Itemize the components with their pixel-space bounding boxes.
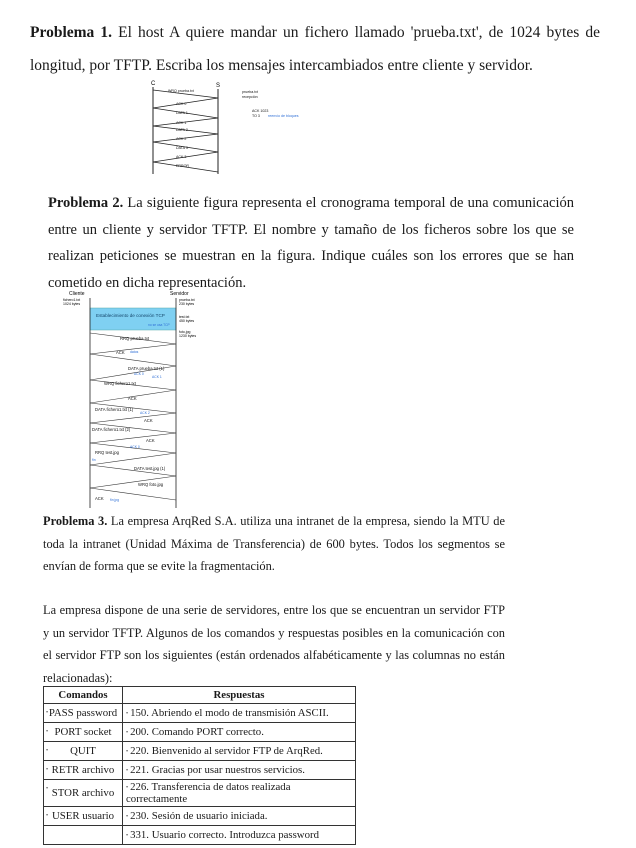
problem1-label: Problema 1. bbox=[30, 24, 113, 41]
fig2-tcp-box-label: Establecimiento de conexión TCP bbox=[96, 313, 165, 318]
fig1-note: prueba.txt bbox=[242, 90, 258, 94]
fig2-msg: DATA test.jpg (1) bbox=[134, 466, 166, 471]
bullet-mark-icon: • bbox=[126, 767, 129, 774]
problem3-paragraph bbox=[43, 510, 505, 578]
fig1-client-label: C bbox=[151, 81, 156, 87]
fig1-note: TO 3 bbox=[252, 114, 260, 118]
table-cell-command: • STOR archivo bbox=[44, 780, 123, 807]
table-cell-response: • 150. Abriendo el modo de transmisión ASCII. bbox=[123, 704, 356, 723]
fig2-msg: ACK bbox=[128, 396, 137, 401]
problem1-paragraph bbox=[30, 16, 600, 82]
fig1-note: recepción bbox=[242, 95, 258, 99]
table-cell-response: • 331. Usuario correcto. Introduzca password bbox=[123, 826, 356, 845]
table-header: Respuestas bbox=[123, 687, 356, 704]
bullet-mark-icon: • bbox=[126, 784, 129, 791]
fig2-msg: WRQ fichero1.txt bbox=[104, 381, 136, 386]
table-cell-response: • 220. Bienvenido al servidor FTP de ArqRed. bbox=[123, 742, 356, 761]
figure1-sequence-diagram bbox=[140, 78, 330, 178]
fig1-server-label: S bbox=[216, 83, 221, 89]
bullet-mark-icon: • bbox=[46, 786, 49, 792]
fig1-msg: ERROR bbox=[176, 164, 189, 168]
table-cell-response: • 226. Transferencia de datos realizada correctamente bbox=[123, 780, 356, 807]
table-header-row bbox=[44, 687, 356, 704]
table-header: Comandos bbox=[44, 687, 123, 704]
fig2-msg: ACK bbox=[146, 438, 155, 443]
fig2-annotation: ACK 2 bbox=[140, 411, 150, 415]
fig2-msg: ACK bbox=[144, 418, 153, 423]
bullet-mark-icon: • bbox=[46, 710, 49, 716]
problem3-label: Problema 3. bbox=[43, 514, 108, 528]
bullet-mark-icon: • bbox=[126, 813, 129, 820]
fig2-msg: RRQ prueba.txt bbox=[120, 336, 150, 341]
fig2-tcp-note: no se usa TCP bbox=[148, 323, 170, 327]
problem2-text: La siguiente figura representa el cronograma temporal de una comunicación entre un cliente y servidor TFTP. El nombre y tamaño de los ficheros sobre los que se realizan peticiones se muestran en la figura. Indique cuáles son los errores que se han cometido en dicha representación. bbox=[48, 195, 575, 291]
table-cell-response: • 230. Sesión de usuario iniciada. bbox=[123, 807, 356, 826]
fig2-msg: ACK bbox=[95, 496, 104, 501]
table-row bbox=[44, 807, 356, 826]
problem2-paragraph bbox=[48, 190, 574, 296]
table-cell-command bbox=[44, 826, 123, 845]
fig2-annotation: ACK 1 bbox=[152, 375, 162, 379]
table-row bbox=[44, 761, 356, 780]
fig1-note: ACK 1023 bbox=[252, 109, 269, 113]
bullet-mark-icon: • bbox=[46, 767, 49, 773]
fig1-msg: ACK 2 bbox=[176, 137, 187, 141]
fig2-msg: DATA prueba.txt (1) bbox=[128, 366, 165, 371]
fig2-server-file: test.txt bbox=[179, 315, 190, 319]
fig2-server-file-size: 230 bytes bbox=[179, 302, 195, 306]
fig1-blue-note: reenvío de bloques bbox=[268, 114, 299, 118]
fig2-server-file: prueba.txt bbox=[179, 298, 195, 302]
table-row bbox=[44, 826, 356, 845]
fig2-server-title: Servidor bbox=[170, 291, 189, 297]
fig2-msg: DATA fichero1.txt (2) bbox=[92, 427, 131, 432]
bullet-mark-icon: • bbox=[126, 748, 129, 755]
bullet-mark-icon: • bbox=[126, 729, 129, 736]
table-row bbox=[44, 704, 356, 723]
fig2-client-title: Cliente bbox=[69, 291, 85, 297]
fig2-client-size: 1024 bytes bbox=[63, 302, 81, 306]
fig1-msg: DATA 2 bbox=[176, 128, 188, 132]
fig2-annotation: fin jpg bbox=[110, 498, 120, 502]
fig2-msg: DATA fichero1.txt (1) bbox=[95, 407, 134, 412]
table-cell-command: • USER usuario bbox=[44, 807, 123, 826]
table-row bbox=[44, 780, 356, 807]
bullet-mark-icon: • bbox=[126, 710, 129, 717]
table-row bbox=[44, 723, 356, 742]
problem1-text: El host A quiere mandar un fichero llamado 'prueba.txt', de 1024 bytes de longitud, por TFTP. Escriba los mensajes intercambiados entre cliente y servidor. bbox=[30, 24, 600, 74]
bullet-mark-icon: • bbox=[46, 748, 49, 754]
fig2-msg: WRQ foto.jpg bbox=[138, 482, 164, 487]
table-cell-response: • 221. Gracias por usar nuestros servicios. bbox=[123, 761, 356, 780]
bullet-mark-icon: • bbox=[46, 729, 49, 735]
table-cell-command: • RETR archivo bbox=[44, 761, 123, 780]
fig1-msg: DATA 1 bbox=[176, 111, 188, 115]
fig2-server-file: foto.jpg bbox=[179, 330, 191, 334]
problem2-label: Problema 2. bbox=[48, 195, 124, 211]
fig1-msg: DATA 3 bbox=[176, 146, 188, 150]
table-cell-command: • PASS password bbox=[44, 704, 123, 723]
fig2-server-file-size: 450 bytes bbox=[179, 319, 195, 323]
bullet-mark-icon: • bbox=[46, 813, 49, 819]
fig2-message-lines bbox=[90, 333, 176, 500]
bullet-mark-icon: • bbox=[126, 832, 129, 839]
table-row bbox=[44, 742, 356, 761]
fig2-msg: RRQ test.jpg bbox=[95, 450, 119, 455]
fig1-msg: ACK 1 bbox=[176, 121, 187, 125]
table-cell-command: • PORT socket bbox=[44, 723, 123, 742]
fig2-msg: ACK bbox=[116, 350, 125, 355]
ftp-commands-table bbox=[43, 686, 356, 845]
problem3-text: La empresa ArqRed S.A. utiliza una intranet de la empresa, siendo la MTU de toda la intranet (Unidad Máxima de Transferencia) de 600 bytes. Todos los segmentos se envían de forma que se evite la fragmentación. bbox=[43, 514, 506, 573]
fig2-annotation: datos bbox=[130, 350, 139, 354]
fig2-annotation: fin bbox=[92, 458, 96, 462]
figure2-timeline-diagram bbox=[62, 290, 212, 510]
fig2-client-file: fichero1.txt bbox=[63, 298, 81, 302]
fig2-annotation: ACK 0 bbox=[130, 445, 140, 449]
table-cell-response: • 200. Comando PORT correcto. bbox=[123, 723, 356, 742]
fig1-msg: ACK 0 bbox=[176, 102, 187, 106]
fig2-server-file-size: 1230 bytes bbox=[179, 334, 197, 338]
table-cell-command: • QUIT bbox=[44, 742, 123, 761]
fig2-annotation: ACK 0 bbox=[134, 372, 144, 376]
fig1-msg: ACK 3 bbox=[176, 155, 187, 159]
problem3-paragraph-2: La empresa dispone de una serie de servidores, entre los que se encuentran un servidor FTP y un servidor TFTP. Algunos de los comandos y respuestas posibles en la comunicación con el servidor FTP son los siguientes (están ordenados alfabéticamente y las columnas no están relacionadas): bbox=[43, 603, 505, 685]
fig1-msg: WRQ prueba.txt bbox=[168, 89, 194, 93]
